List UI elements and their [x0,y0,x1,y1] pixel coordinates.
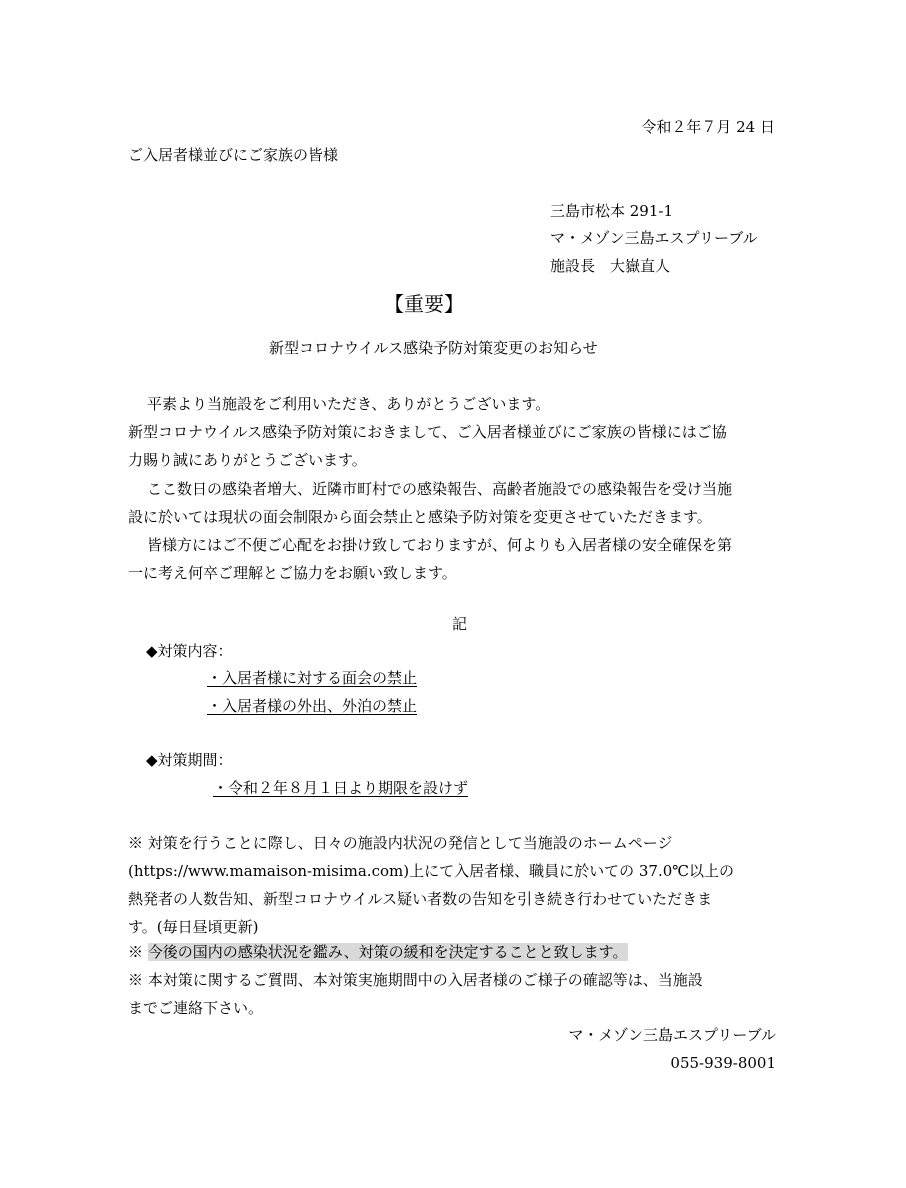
footer-facility: マ・メゾン三島エスプリーブル [568,1026,776,1044]
note-2-mark: ※ [128,943,148,961]
body-paragraph-1: 平素より当施設をご利用いただき、ありがとうございます。 [147,395,551,413]
note-2 [128,942,628,962]
heading-important: 【重要】 [384,292,464,316]
sender-address: 三島市松本 291-1 [550,202,674,220]
body-paragraph-3-line-2: 設に於いては現状の面会制限から面会禁止と感染予防対策を変更させていただきます。 [128,508,712,526]
body-paragraph-4-line-2: 一に考え何卒ご理解とご協力をお願い致します。 [128,564,457,582]
sender-director: 施設長 大嶽直人 [550,257,671,275]
measure-item: ・入居者様の外出、外泊の禁止 [207,697,418,715]
measures-label: ◆対策内容： [146,642,233,660]
sender-facility: マ・メゾン三島エスプリーブル [550,229,758,247]
note-1-line-3: 熱発者の人数告知、新型コロナウイルス疑い者数の告知を引き続き行わせていただきま [128,890,713,908]
measure-item: ・入居者様に対する面会の禁止 [207,669,418,687]
body-paragraph-2-line-2: 力賜り誠にありがとうございます。 [128,451,367,469]
ki-marker: 記 [452,615,468,633]
note-1-line-1: ※ 対策を行うことに際し、日々の施設内状況の発信として当施設のホームページ [128,834,673,852]
period-label: ◆対策期間： [146,751,233,769]
body-paragraph-2-line-1: 新型コロナウイルス感染予防対策におきまして、ご入居者様並びにご家族の皆様にはご協 [128,423,727,441]
notice-subject: 新型コロナウイルス感染予防対策変更のお知らせ [269,339,598,357]
body-paragraph-4-line-1: 皆様方にはご不便ご心配をお掛け致しておりますが、何よりも入居者様の安全確保を第 [147,536,733,554]
note-1-line-4: す。(毎日昼頃更新) [128,918,259,936]
note-3-line-2: までご連絡下さい。 [128,999,264,1017]
note-3-line-1: ※ 本対策に関するご質問、本対策実施期間中の入居者様のご様子の確認等は、当施設 [128,971,703,989]
footer-phone: 055-939-8001 [670,1054,776,1072]
period-item: ・令和２年８月１日より期限を設けず [213,779,469,797]
addressee: ご入居者様並びにご家族の皆様 [128,146,339,164]
document-date: 令和２年７月 24 日 [641,118,775,136]
note-1-line-2: (https://www.mamaison-misima.com)上にて入居者様、職員に於いての 37.0℃以上の [128,862,735,880]
body-paragraph-3-line-1: ここ数日の感染者増大、近隣市町村での感染報告、高齢者施設での感染報告を受け当施 [147,480,733,498]
note-2-highlighted-text: 今後の国内の感染状況を鑑み、対策の緩和を決定することと致します。 [147,943,628,961]
